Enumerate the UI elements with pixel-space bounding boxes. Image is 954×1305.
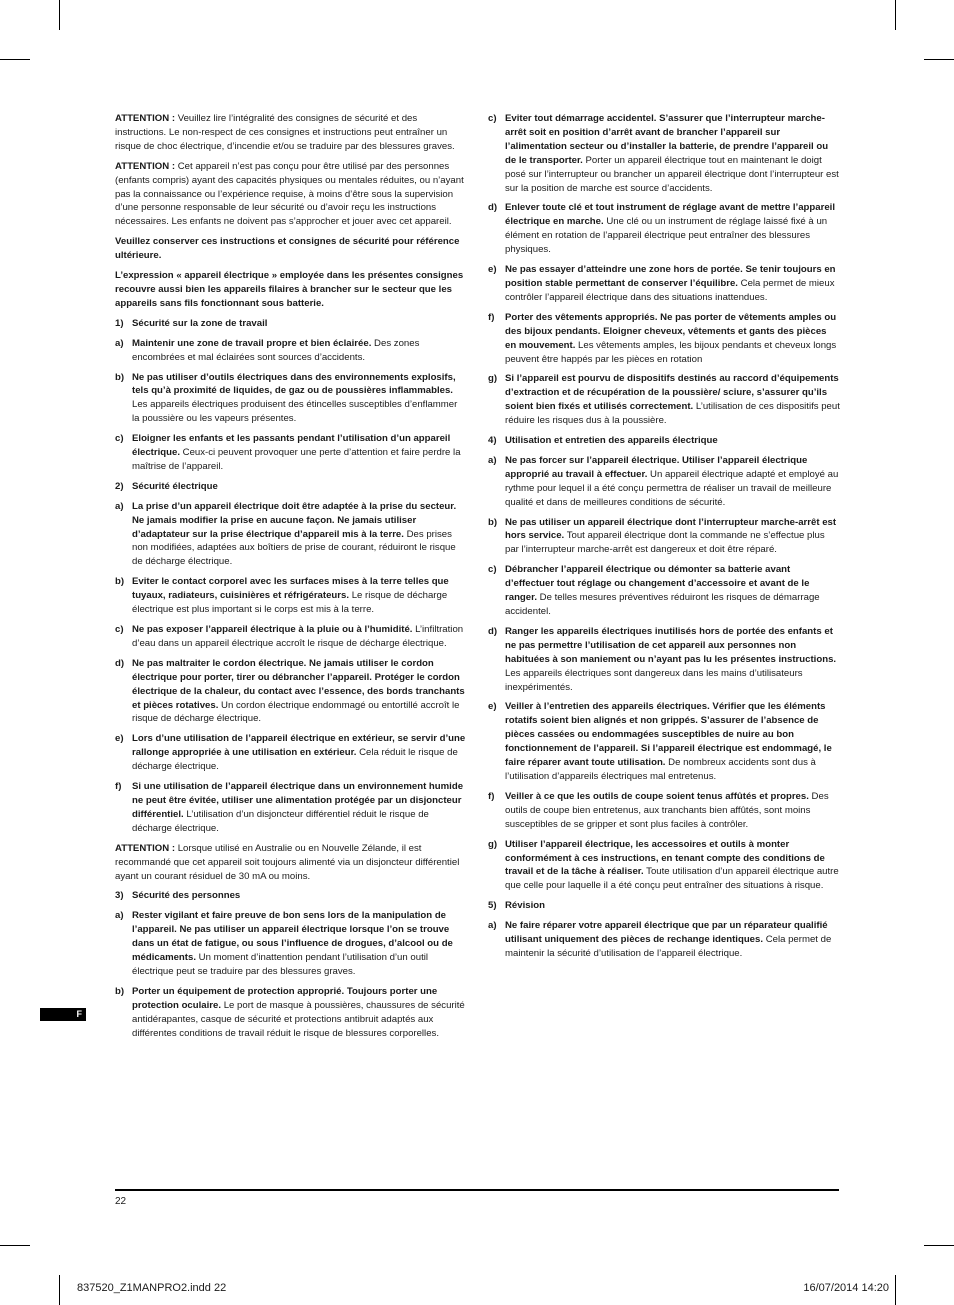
crop-mark bbox=[895, 1275, 896, 1305]
item-text bbox=[505, 700, 840, 783]
list-item bbox=[488, 454, 840, 510]
item-text bbox=[505, 112, 840, 195]
item-bold-text: Porter un équipement de protection approprié. Toujours porter une protection oculaire. bbox=[132, 985, 438, 1011]
list-item bbox=[115, 371, 467, 427]
list-item bbox=[115, 500, 467, 570]
item-bold-text: Utiliser l’appareil électrique, les accessoires et outils à monter conformément à ces instructions, en tenant compte des conditions de travail et de la tâche à réaliser. bbox=[505, 838, 825, 878]
list-item bbox=[115, 732, 467, 774]
section-list bbox=[488, 919, 840, 961]
section-list bbox=[488, 454, 840, 893]
expression-definition: L’expression « appareil électrique » employée dans les présentes consignes recouvre aussi bien les appareils filaires à brancher sur le secteur que les appareils sans fils fonctionnant sous batterie. bbox=[115, 270, 464, 309]
list-item bbox=[115, 337, 467, 365]
item-label: d) bbox=[488, 625, 498, 637]
section-number: 2) bbox=[115, 480, 124, 492]
item-normal-text: Des prises non modifiées, adaptées aux boîtiers de prise de courant, réduiront le risque de décharge électrique. bbox=[132, 528, 456, 568]
item-normal-text: Ceux-ci peuvent provoquer une perte d’attention et faire perdre la maîtrise de l’appareil. bbox=[132, 447, 461, 472]
item-normal-text: Porter un appareil électrique tout en maintenant le doigt posé sur l’interrupteur ou brancher un appareil électrique dont l’interrupteur est sur la position de marche est source d’accidents. bbox=[505, 154, 839, 194]
crop-mark bbox=[59, 0, 60, 30]
item-text bbox=[132, 371, 467, 427]
item-label: d) bbox=[115, 657, 125, 669]
section-list bbox=[115, 909, 467, 1040]
item-text bbox=[132, 432, 467, 474]
section-heading bbox=[115, 480, 467, 494]
item-label: f) bbox=[115, 781, 122, 793]
section-heading bbox=[488, 434, 840, 448]
item-text bbox=[505, 454, 840, 510]
list-item bbox=[488, 201, 840, 257]
item-normal-text: Les vêtements amples, les bijoux pendants et cheveux longs peuvent être happés par les pièces en rotation bbox=[505, 339, 837, 365]
item-bold-text: Rester vigilant et faire preuve de bon sens lors de la manipulation de l’appareil. Ne pas utiliser un appareil électrique lorsque l’on se trouve dans un état de fatigue, ou sous l’influence de drogues, d’alcool ou de médicaments. bbox=[132, 910, 453, 964]
list-item bbox=[488, 919, 840, 961]
attention-paragraph bbox=[115, 842, 467, 884]
keep-instructions: Veuillez conserver ces instructions et consignes de sécurité pour référence ultérieure. bbox=[115, 236, 460, 262]
crop-mark bbox=[0, 59, 30, 60]
list-item bbox=[488, 563, 840, 619]
item-text bbox=[505, 919, 840, 961]
item-bold-text: Ne pas exposer l’appareil électrique à la pluie ou à l’humidité. bbox=[132, 624, 413, 635]
item-normal-text: L’infiltration d’eau dans un appareil électrique accroît le risque de décharge électrique. bbox=[132, 624, 464, 649]
item-text bbox=[505, 201, 840, 257]
item-bold-text: Ranger les appareils électriques inutilisés hors de portée des enfants et ne pas permettre l’utilisation de cet appareil aux personnes non habituées à son maniement ou n’ayant pas lu les présentes instructions. bbox=[505, 625, 837, 665]
item-text bbox=[132, 909, 467, 979]
section-heading bbox=[488, 899, 840, 913]
item-label: e) bbox=[488, 701, 497, 713]
item-text bbox=[132, 623, 467, 651]
crop-mark bbox=[0, 1245, 30, 1246]
item-bold-text: Ne pas forcer sur l’appareil électrique. Utiliser l’appareil électrique approprié au travail à effectuer. bbox=[505, 454, 808, 480]
list-item bbox=[115, 432, 467, 474]
item-normal-text: Le risque de décharge électrique est plus important si le corps est mis à la terre. bbox=[132, 590, 448, 616]
item-bold-text: Ne pas essayer d’atteindre une zone hors de portée. Se tenir toujours en position stable permettant de conserver l’équilibre. bbox=[505, 264, 836, 289]
list-item bbox=[115, 657, 467, 727]
section-title: Sécurité électrique bbox=[132, 480, 218, 492]
item-label: b) bbox=[115, 576, 125, 588]
item-normal-text: Une clé ou un instrument de réglage laissé fixé à un élément en rotation de l’appareil électrique peut entraîner des blessures physiques. bbox=[505, 216, 828, 256]
attention-text: Veuillez lire l’intégralité des consignes de sécurité et des instructions. Le non-respect de ces consignes et instructions peut entraîner un risque de choc électrique, d’incendie et/ou se traduire par des blessures graves. bbox=[115, 113, 455, 152]
section-title: Révision bbox=[505, 900, 545, 912]
list-item bbox=[488, 372, 840, 428]
item-bold-text: Si une utilisation de l’appareil électrique dans un environnement humide ne peut être évitée, utiliser une alimentation protégée par un disjoncteur différentiel. bbox=[132, 781, 464, 820]
item-normal-text: L’utilisation de ces dispositifs peut réduire les risques dus à la poussière. bbox=[505, 401, 840, 427]
attention-label: ATTENTION : bbox=[115, 842, 178, 854]
section-heading bbox=[115, 889, 467, 903]
item-label: b) bbox=[115, 985, 125, 997]
item-text bbox=[132, 337, 467, 365]
crop-mark bbox=[924, 1245, 954, 1246]
item-text bbox=[505, 790, 840, 832]
crop-mark bbox=[895, 0, 896, 30]
item-label: a) bbox=[115, 910, 124, 922]
crop-mark bbox=[924, 59, 954, 60]
list-item bbox=[115, 623, 467, 651]
item-normal-text: Tout appareil électrique dont la commande ne s’effectue plus par l’interrupteur marche-arrêt est dangereux et doit être réparé. bbox=[505, 530, 825, 556]
item-text bbox=[132, 780, 467, 836]
list-item bbox=[115, 909, 467, 979]
item-bold-text: Ne pas utiliser un appareil électrique dont l’interrupteur marche-arrêt est hors service. bbox=[505, 516, 837, 542]
item-text bbox=[132, 500, 467, 570]
item-text bbox=[505, 838, 840, 894]
item-normal-text: L’utilisation d’un disjoncteur différentiel réduit le risque de décharge électrique. bbox=[132, 808, 429, 834]
item-normal-text: Un moment d’inattention pendant l’utilisation d’un outil électrique peut se traduire par des blessures graves. bbox=[132, 952, 428, 977]
item-normal-text: Cela réduit le risque de décharge électrique. bbox=[132, 747, 458, 773]
attention-paragraph bbox=[115, 112, 467, 154]
item-normal-text: Cela permet de mieux contrôler l’appareil électrique dans des situations inattendues. bbox=[505, 277, 835, 303]
item-label: a) bbox=[488, 920, 497, 932]
item-label: a) bbox=[115, 337, 124, 349]
section-number: 1) bbox=[115, 317, 124, 329]
item-label: e) bbox=[115, 733, 124, 745]
item-normal-text: Les appareils électriques sont dangereux dans les mains d’utilisateurs inexpérimentés. bbox=[505, 667, 803, 693]
item-text bbox=[132, 732, 467, 774]
list-item bbox=[115, 985, 467, 1041]
item-normal-text: Cela permet de maintenir la sécurité d’utilisation de l’appareil électrique. bbox=[505, 934, 832, 959]
section-number: 5) bbox=[488, 900, 497, 912]
item-normal-text: De nombreux accidents sont dus à l’utilisation d’appareils électriques mal entretenus. bbox=[505, 757, 816, 782]
item-text bbox=[505, 263, 840, 305]
footer-timestamp: 16/07/2014 14:20 bbox=[803, 1282, 889, 1294]
crop-mark bbox=[59, 1275, 60, 1305]
item-bold-text: Ne pas utiliser d’outils électriques dans des environnements explosifs, tels qu’à proximité de liquides, de gaz ou de poussières inflammables. bbox=[132, 371, 456, 397]
item-bold-text: Veiller à ce que les outils de coupe soient tenus affûtés et propres. bbox=[505, 790, 809, 802]
right-column bbox=[488, 112, 840, 967]
item-text bbox=[132, 575, 467, 617]
list-item bbox=[488, 263, 840, 305]
item-label: b) bbox=[115, 371, 125, 383]
footer-filename: 837520_Z1MANPRO2.indd 22 bbox=[77, 1282, 227, 1294]
item-bold-text: Maintenir une zone de travail propre et bien éclairée. bbox=[132, 337, 372, 349]
item-bold-text: Lors d’une utilisation de l’appareil électrique en extérieur, se servir d’une rallonge appropriée à une utilisation en extérieur. bbox=[132, 733, 466, 759]
section-list bbox=[115, 337, 467, 474]
attention-text: Cet appareil n’est pas conçu pour être utilisé par des personnes (enfants compris) ayant des capacités physiques ou mentales réduites, ou n’ayant pas la connaissance ou l’expérience requise, à moins d’être sous la supervision d’une personne responsable de leur sécurité ou d’avoir reçu les instructions nécessaires. Les enfants ne doivent pas s’approcher et jouer avec cet appareil. bbox=[115, 160, 464, 228]
item-text bbox=[505, 563, 840, 619]
item-text bbox=[505, 311, 840, 367]
item-label: c) bbox=[488, 564, 497, 576]
section-number: 3) bbox=[115, 890, 124, 902]
item-bold-text: La prise d’un appareil électrique doit être adaptée à la prise du secteur. Ne jamais modifier la prise en aucune façon. Ne jamais utiliser d’adaptateur sur la prise électrique d’appareil mis à la terre. bbox=[132, 500, 457, 540]
item-normal-text: Des outils de coupe bien entretenus, aux tranchants bien affûtés, sont moins susceptibles de se gripper et sont plus faciles à contrôler. bbox=[505, 790, 829, 830]
item-normal-text: Les appareils électriques produisent des étincelles susceptibles d’enflammer la poussière ou les vapeurs présentes. bbox=[132, 399, 458, 425]
list-item bbox=[115, 780, 467, 836]
list-item bbox=[488, 625, 840, 695]
item-normal-text: Des zones encombrées et mal éclairées sont sources d’accidents. bbox=[132, 337, 420, 363]
item-bold-text: Ne faire réparer votre appareil électrique que par un réparateur qualifié utilisant uniquement des pièces de rechange identiques. bbox=[505, 920, 828, 946]
attention-label: ATTENTION : bbox=[115, 113, 178, 124]
item-normal-text: Un appareil électrique adapté et employé au rythme pour lequel il a été conçu permettra de réaliser un travail de meilleure qualité et dans de meilleures conditions de sécurité. bbox=[505, 468, 839, 508]
list-item bbox=[488, 790, 840, 832]
item-label: f) bbox=[488, 311, 495, 323]
section-number: 4) bbox=[488, 435, 497, 447]
item-label: b) bbox=[488, 516, 498, 528]
item-bold-text: Débrancher l’appareil électrique ou démonter sa batterie avant d’effectuer tout réglage ou changement d’accessoire et avant de le ranger. bbox=[505, 564, 810, 604]
section-list bbox=[488, 112, 840, 428]
item-bold-text: Si l’appareil est pourvu de dispositifs destinés au raccord d’équipements d’extraction et de récupération de la poussière/ sciure, s’assurer qu’ils soient bien fixés et utilisés correctement. bbox=[505, 373, 839, 413]
item-label: e) bbox=[488, 264, 497, 276]
item-label: a) bbox=[115, 500, 124, 512]
item-bold-text: Porter des vêtements appropriés. Ne pas porter de vêtements amples ou des bijoux pendants. Eloigner cheveux, vêtements et gants des pièces en mouvement. bbox=[505, 311, 837, 351]
section-title: Utilisation et entretien des appareils électrique bbox=[505, 435, 718, 447]
item-text bbox=[505, 625, 840, 695]
attention-paragraph bbox=[115, 160, 467, 230]
item-normal-text: Le port de masque à poussières, chaussures de sécurité antidérapantes, casque de sécurité et protections antibruit adaptés aux différentes conditions de travail réduit le risque de blessures corporelles. bbox=[132, 999, 465, 1039]
item-bold-text: Veiller à l’entretien des appareils électriques. Vérifier que les éléments rotatifs soient bien alignés et non grippés. S’assurer de l’absence de pièces cassées ou endommagées susceptibles de nuire au bon fonctionnement de l’appareil. Si l’appareil électrique est endommagé, le faire réparer avant toute utilisation. bbox=[505, 701, 832, 769]
item-label: g) bbox=[488, 373, 498, 385]
item-bold-text: Eloigner les enfants et les passants pendant l’utilisation d’un appareil électrique. bbox=[132, 433, 451, 459]
section-list bbox=[115, 500, 467, 836]
attention-text: Lorsque utilisé en Australie ou en Nouvelle Zélande, il est recommandé que cet appareil soit toujours alimenté via un disjoncteur différentiel ayant un courant résiduel de 30 mA ou moins. bbox=[115, 842, 460, 882]
item-normal-text: De telles mesures préventives réduiront les risques de démarrage accidentel. bbox=[505, 592, 820, 617]
item-label: a) bbox=[488, 454, 497, 466]
item-text bbox=[132, 985, 467, 1041]
item-normal-text: Un cordon électrique endommagé ou entortillé accroît le risque de décharge électrique. bbox=[132, 699, 460, 725]
list-item bbox=[115, 575, 467, 617]
section-heading bbox=[115, 317, 467, 331]
item-bold-text: Enlever toute clé et tout instrument de réglage avant de mettre l’appareil électrique en marche. bbox=[505, 202, 836, 228]
section-title: Sécurité sur la zone de travail bbox=[132, 317, 268, 329]
section-title: Sécurité des personnes bbox=[132, 890, 241, 902]
item-label: d) bbox=[488, 202, 498, 214]
list-item bbox=[488, 516, 840, 558]
item-bold-text: Ne pas maltraiter le cordon électrique. Ne jamais utiliser le cordon électrique pour porter, tirer ou débrancher l’appareil. Protéger le cordon électrique de la chaleur, du contact avec l’essence, des bords tranchants et pièces rotatives. bbox=[132, 657, 465, 711]
item-text bbox=[132, 657, 467, 727]
page-number: 22 bbox=[115, 1196, 127, 1207]
item-label: f) bbox=[488, 790, 495, 802]
footer-rule bbox=[115, 1189, 839, 1191]
attention-label: ATTENTION : bbox=[115, 160, 178, 172]
item-label: c) bbox=[115, 433, 124, 445]
language-tab: F bbox=[40, 1008, 86, 1021]
list-item bbox=[488, 311, 840, 367]
item-text bbox=[505, 516, 840, 558]
item-bold-text: Eviter tout démarrage accidentel. S’assurer que l’interrupteur marche-arrêt soit en position d’arrêt avant de brancher l’appareil sur l’alimentation secteur ou d’installer la batterie, de prendre l’appareil ou de le transporter. bbox=[505, 113, 829, 166]
item-label: g) bbox=[488, 838, 498, 850]
list-item bbox=[488, 112, 840, 195]
item-normal-text: Toute utilisation d’un appareil électrique autre que celle pour laquelle il a été conçu peut entraîner des situations à risque. bbox=[505, 866, 839, 892]
item-bold-text: Eviter le contact corporel avec les surfaces mises à la terre telles que tuyaux, radiateurs, cuisinières et réfrigérateurs. bbox=[132, 576, 449, 602]
list-item bbox=[488, 838, 840, 894]
list-item bbox=[488, 700, 840, 783]
left-column bbox=[115, 112, 467, 1046]
item-label: c) bbox=[115, 624, 124, 635]
item-text bbox=[505, 372, 840, 428]
item-label: c) bbox=[488, 113, 497, 124]
